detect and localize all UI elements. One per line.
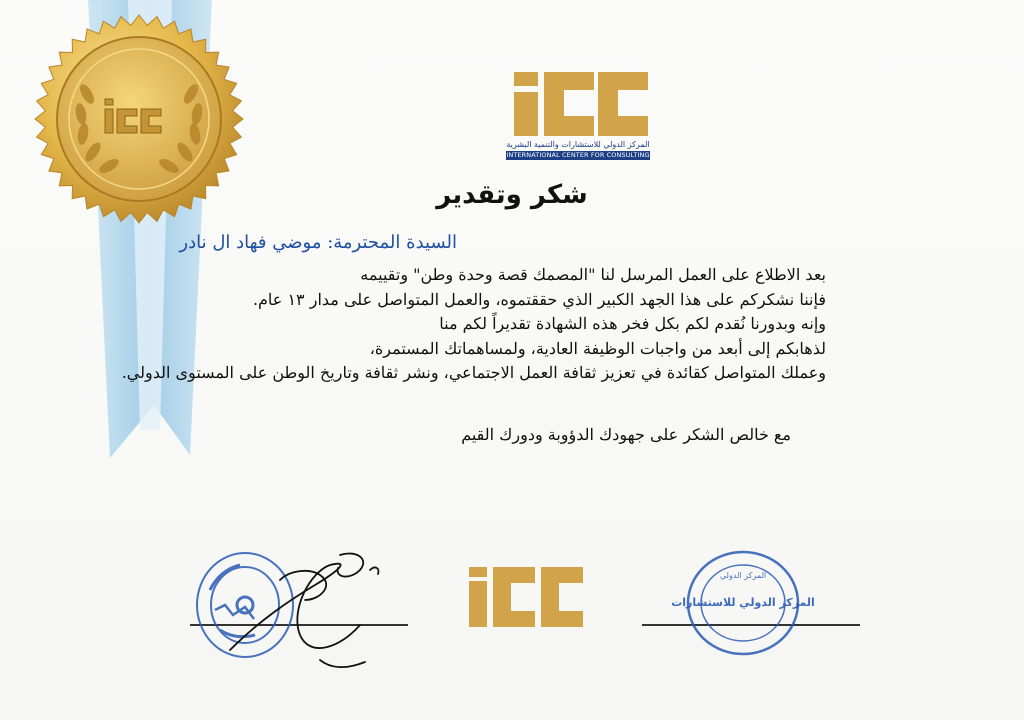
body-line: فإننا نشكركم على هذا الجهد الكبير الذي حققتموه، والعمل المتواصل على مدار ١٣ عام. (252, 289, 826, 309)
closing-line: مع خالص الشكر على جهودك الدؤوبة ودورك القيم (461, 425, 791, 444)
organization-name (506, 140, 650, 160)
organization-name-en: INTERNATIONAL CENTER FOR CONSULTING (506, 151, 650, 159)
recipient-name: السيدة المحترمة: موضي فهاد ال نادر (179, 232, 457, 253)
body-line: وعملك المتواصل كقائدة في تعزيز ثقافة العمل الاجتماعي، ونشر ثقافة وتاريخ الوطن على المستوى الدولي. (121, 363, 826, 383)
body-line: لذهابكم إلى أبعد من واجبات الوظيفة العادية، ولمساهماتك المستمرة، (369, 338, 826, 358)
body-line: وإنه وبدورنا نُقدم لكم بكل فخر هذه الشهادة تقديراً لكم منا (439, 314, 826, 334)
signature-icon (220, 540, 420, 675)
certificate-body (122, 263, 826, 386)
stamp-right-text: المركز الدولي للاستشارات (671, 596, 815, 609)
icc-logo-bottom-icon (467, 565, 585, 629)
body-line: بعد الاطلاع على العمل المرسل لنا "المصمك قصة وحدة وطن" وتقييمه (360, 265, 826, 284)
organization-name-ar: المركز الدولي للاستشارات والتنمية البشرية (506, 140, 650, 149)
official-stamp-right-icon (671, 548, 815, 658)
certificate-title: شكر وتقدير (436, 180, 588, 210)
stamp-right-top-text: المركز الدولي (719, 571, 767, 580)
